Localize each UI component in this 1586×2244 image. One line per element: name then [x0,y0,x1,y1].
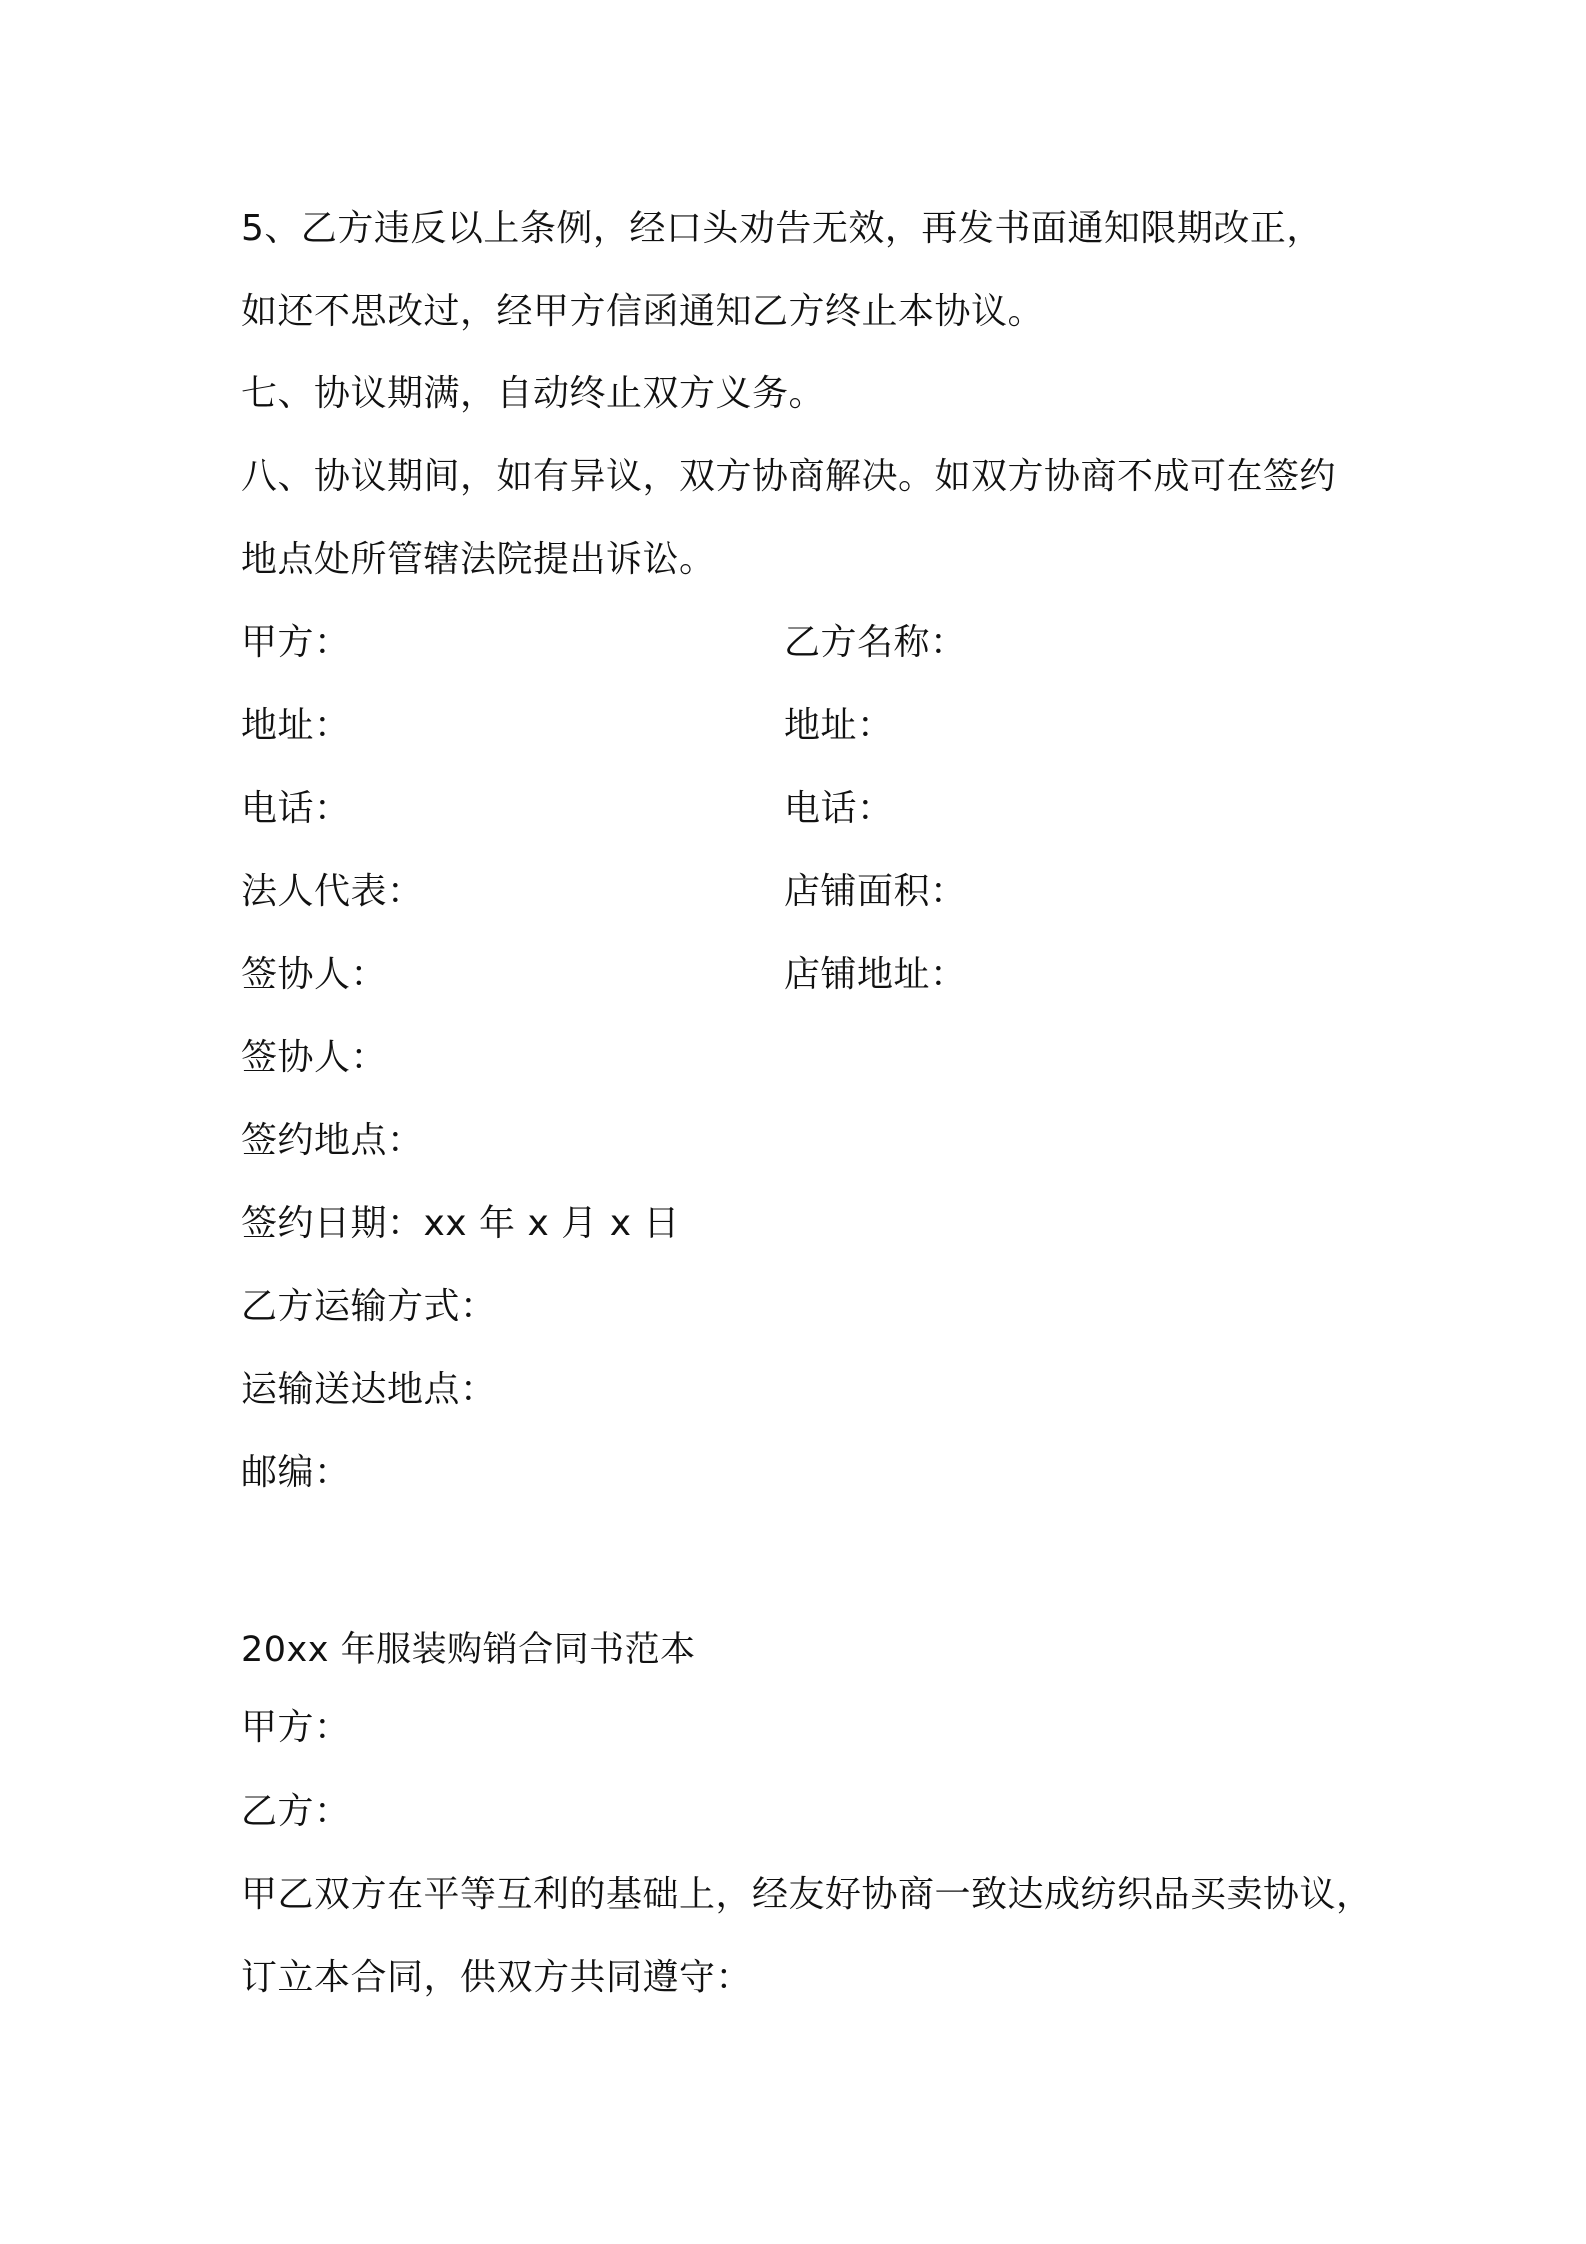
clause-5-line-1: 5、乙方违反以上条例，经口头劝告无效，再发书面通知限期改正， [241,208,1323,249]
shop-address-label: 店铺地址： [784,954,967,995]
party-b-name-label: 乙方名称： [784,622,967,663]
legal-rep-label: 法人代表： [241,871,424,912]
sign-place-label: 签约地点： [241,1120,424,1161]
party-a-address-label: 地址： [241,705,351,746]
party-b-phone-label: 电话： [784,788,894,829]
second-party-b-label: 乙方： [241,1791,351,1832]
shop-area-label: 店铺面积： [784,871,967,912]
intro-line-1: 甲乙双方在平等互利的基础上，经友好协商一致达成纺织品买卖协议， [241,1874,1373,1915]
second-contract-title: 20xx 年服装购销合同书范本 [241,1630,696,1670]
party-b-address-label: 地址： [784,705,894,746]
party-a-label: 甲方： [241,622,351,663]
clause-5-line-2: 如还不思改过，经甲方信函通知乙方终止本协议。 [241,291,1045,332]
intro-line-2: 订立本合同，供双方共同遵守： [241,1957,753,1998]
postcode-label: 邮编： [241,1452,351,1493]
transport-method-label: 乙方运输方式： [241,1286,497,1327]
sign-date-label: 签约日期：xx 年 x 月 x 日 [241,1203,680,1244]
party-a-phone-label: 电话： [241,788,351,829]
delivery-place-label: 运输送达地点： [241,1369,497,1410]
co-signer-label-1: 签协人： [241,954,388,995]
co-signer-label-2: 签协人： [241,1037,388,1078]
clause-7: 七、协议期满，自动终止双方义务。 [241,373,826,414]
clause-8-line-1: 八、协议期间，如有异议，双方协商解决。如双方协商不成可在签约 [241,456,1337,497]
second-party-a-label: 甲方： [241,1707,351,1748]
clause-8-line-2: 地点处所管辖法院提出诉讼。 [241,539,716,580]
